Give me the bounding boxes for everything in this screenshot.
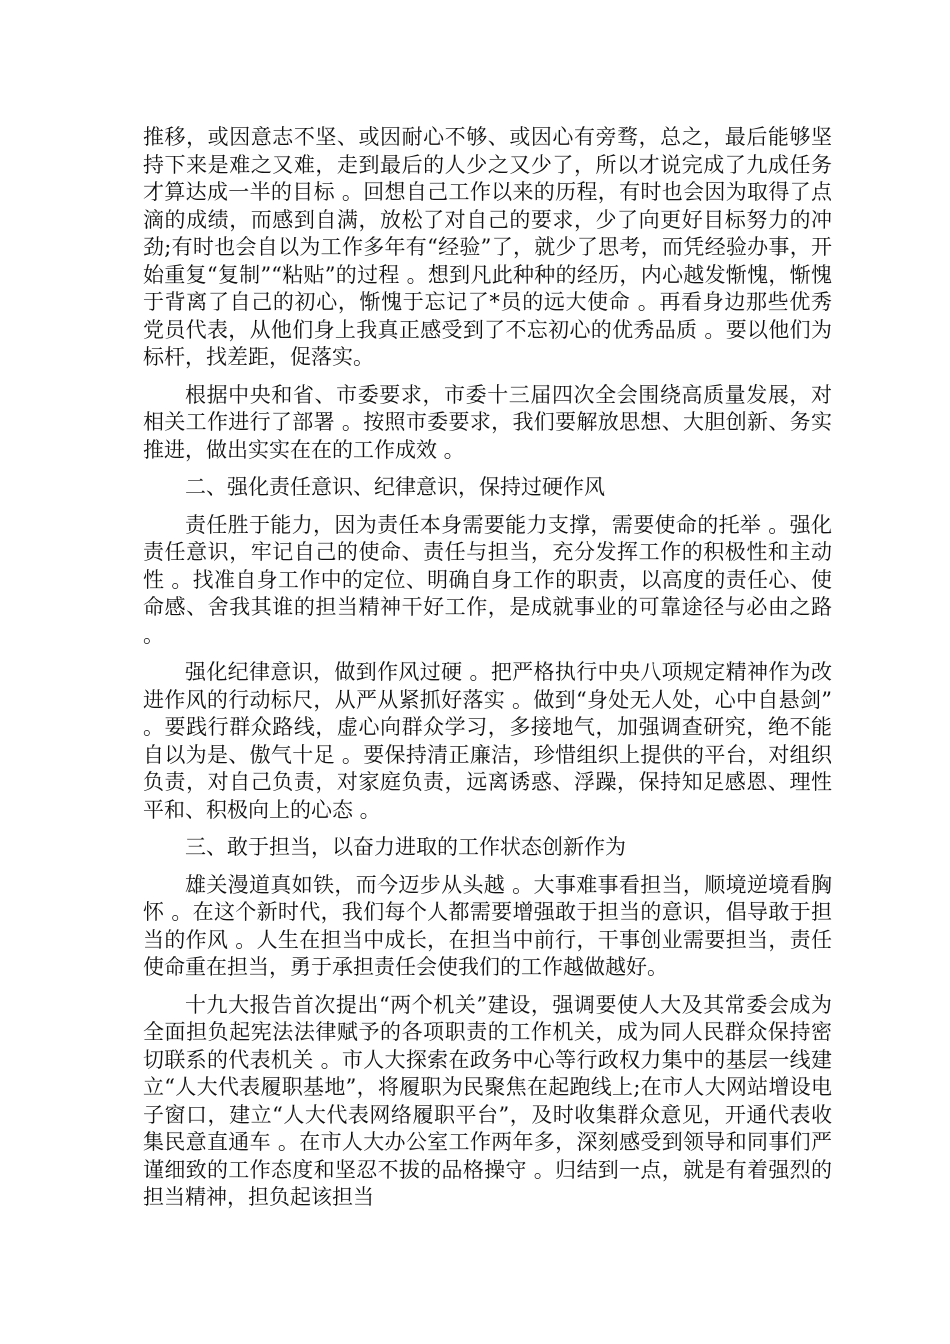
paragraph-central-requirements: 根据中央和省、市委要求，市委十三届四次全会围绕高质量发展，对相关工作进行了部署 。按照市委要求，我们要解放思想、大胆创新、务实推进，做出实实在在的工作成效 。 [143,382,832,462]
section-heading-three: 三、敢于担当，以奋力进取的工作状态创新作为 [185,835,626,859]
paragraph-responsibility: 责任胜于能力，因为责任本身需要能力支撑，需要使命的托举 。强化责任意识，牢记自己的使命、责任与担当，充分发挥工作的积极性和主动性 。找准自身工作中的定位、明确自身工作的职责，以高度的责任心、使命感、舍我其谁的担当精神干好工作，是成就事业的可靠途径与必由之路 。 [143,512,832,647]
paragraph-continued: 推移，或因意志不坚、或因耐心不够、或因心有旁骛，总之，最后能够坚持下来是难之又难，走到最后的人少之又少了，所以才说完成了九成任务才算达成一半的目标 。回想自己工作以来的历程，有时也会因为取得了点滴的成绩，而感到自满，放松了对自己的要求，少了向更好目标努力的冲劲;有时也会自以为工作多年有“经验”了，就少了思考，而凭经验办事，开始重复“复制”“粘贴”的过程 。想到凡此种种的经历，内心越发惭愧，惭愧于背离了自己的初心，惭愧于忘记了*员的远大使命 。再看身边那些优秀党员代表，从他们身上我真正感受到了不忘初心的优秀品质 。要以他们为标杆，找差距，促落实。 [143,125,832,369]
paragraph-two-organs: 十九大报告首次提出“两个机关”建设，强调要使人大及其常委会成为全面担负起宪法法律赋予的各项职责的工作机关，成为同人民群众保持密切联系的代表机关 。市人大探索在政务中心等行政权力集中的基层一线建立“人大代表履职基地”，将履职为民聚焦在起跑线上;在市人大网站增设电子窗口，建立“人大代表网络履职平台”，及时收集群众意见，开通代表收集民意直通车 。在市人大办公室工作两年多，深刻感受到领导和同事们严谨细致的工作态度和坚忍不拔的品格操守 。归结到一点，就是有着强烈的担当精神，担负起该担当 [143,992,832,1209]
section-heading-two: 二、强化责任意识、纪律意识，保持过硬作风 [185,475,605,499]
paragraph-courage: 雄关漫道真如铁，而今迈步从头越 。大事难事看担当，顺境逆境看胸怀 。在这个新时代，我们每个人都需要增强敢于担当的意识，倡导敢于担当的作风 。人生在担当中成长，在担当中前行，干事创业需要担当，责任使命重在担当，勇于承担责任会使我们的工作越做越好。 [143,872,832,979]
paragraph-discipline: 强化纪律意识，做到作风过硬 。把严格执行中央八项规定精神作为改进作风的行动标尺，从严从紧抓好落实 。做到“身处无人处，心中自悬剑” 。要践行群众路线，虚心向群众学习，多接地气，加强调查研究，绝不能自以为是、傲气十足 。要保持清正廉洁，珍惜组织上提供的平台，对组织负责，对自己负责，对家庭负责，远离诱惑、浮躁，保持知足感恩、理性平和、积极向上的心态 。 [143,660,832,822]
